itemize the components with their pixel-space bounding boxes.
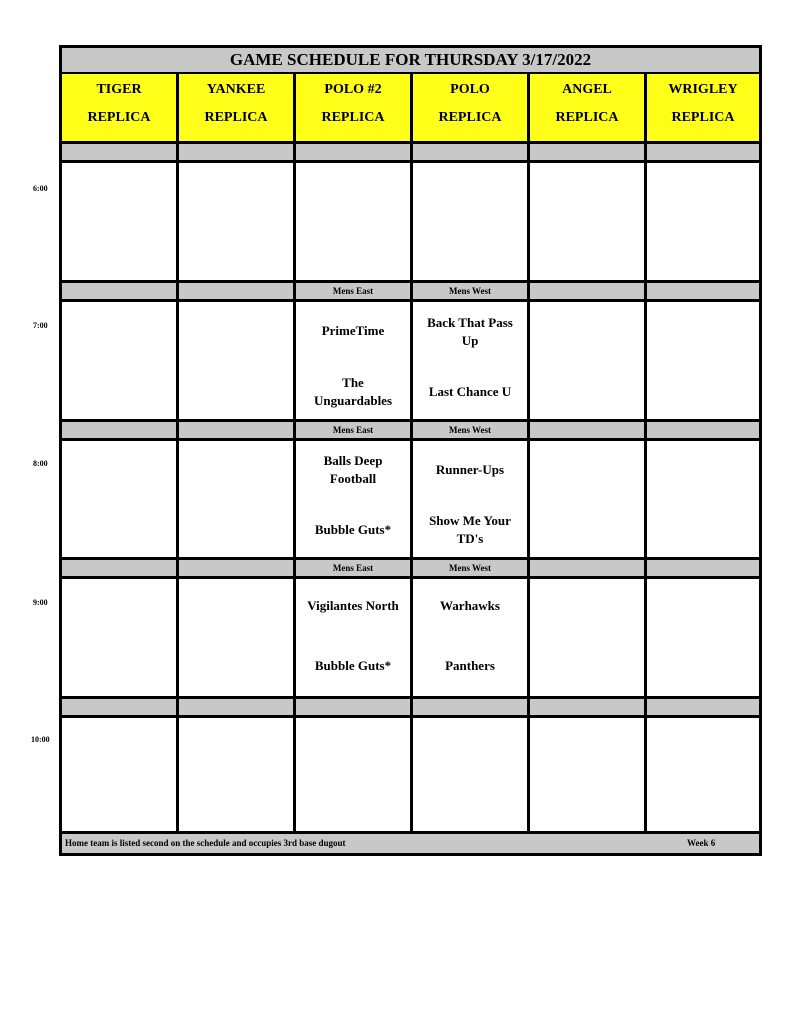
division-cell bbox=[413, 699, 530, 715]
division-cell bbox=[179, 144, 296, 160]
division-row bbox=[62, 699, 759, 718]
division-label: Mens West bbox=[413, 422, 530, 438]
schedule-title: GAME SCHEDULE FOR THURSDAY 3/17/2022 bbox=[62, 48, 759, 74]
field-name: ANGEL bbox=[562, 82, 612, 97]
home-team: Bubble Guts* bbox=[314, 522, 392, 537]
home-team: Bubble Guts* bbox=[314, 658, 392, 673]
away-team: PrimeTime bbox=[321, 323, 385, 338]
game-cell bbox=[413, 579, 530, 696]
time-slot-8pm bbox=[62, 441, 759, 560]
division-cell bbox=[413, 144, 530, 160]
field-type: REPLICA bbox=[204, 110, 268, 125]
division-label: Mens East bbox=[296, 422, 413, 438]
game-cell bbox=[296, 163, 413, 280]
away-team-line: Football bbox=[329, 471, 377, 486]
division-cell bbox=[647, 283, 759, 299]
game-cell bbox=[62, 163, 179, 280]
game-cell bbox=[179, 718, 296, 831]
game-cell bbox=[62, 302, 179, 419]
time-label: 10:00 bbox=[31, 735, 50, 744]
time-slot-7pm bbox=[62, 302, 759, 422]
game-cell bbox=[530, 718, 647, 831]
field-header-angel bbox=[530, 74, 647, 141]
game-cell bbox=[530, 163, 647, 280]
home-team: Last Chance U bbox=[428, 384, 512, 399]
game-cell bbox=[62, 718, 179, 831]
game-cell bbox=[647, 441, 759, 557]
division-cell bbox=[296, 699, 413, 715]
schedule-table bbox=[59, 45, 762, 856]
division-cell bbox=[296, 144, 413, 160]
week-label: Week 6 bbox=[687, 838, 716, 848]
game-cell bbox=[647, 163, 759, 280]
game-cell bbox=[296, 441, 413, 557]
field-header-tiger bbox=[62, 74, 179, 141]
game-cell bbox=[62, 441, 179, 557]
division-cell bbox=[530, 283, 647, 299]
division-cell bbox=[62, 283, 179, 299]
field-header-polo2 bbox=[296, 74, 413, 141]
division-cell bbox=[647, 560, 759, 576]
division-cell bbox=[530, 144, 647, 160]
away-team-line: Up bbox=[461, 333, 479, 348]
division-cell bbox=[647, 699, 759, 715]
field-type: REPLICA bbox=[87, 110, 151, 125]
game-cell bbox=[530, 579, 647, 696]
division-cell bbox=[530, 422, 647, 438]
division-label: Mens East bbox=[296, 560, 413, 576]
away-team: Warhawks bbox=[440, 598, 500, 613]
game-cell bbox=[296, 718, 413, 831]
home-team-line: The bbox=[342, 375, 364, 390]
division-row bbox=[62, 144, 759, 163]
time-label: 9:00 bbox=[33, 598, 48, 607]
time-slot-10pm bbox=[62, 718, 759, 834]
field-type: REPLICA bbox=[671, 110, 735, 125]
schedule-footer bbox=[62, 834, 759, 853]
division-cell bbox=[62, 144, 179, 160]
field-name: TIGER bbox=[96, 82, 142, 97]
division-cell bbox=[530, 699, 647, 715]
division-cell bbox=[62, 422, 179, 438]
away-team-line: Balls Deep bbox=[323, 453, 383, 468]
division-row bbox=[62, 560, 759, 579]
division-row bbox=[62, 283, 759, 302]
time-label: 6:00 bbox=[33, 184, 48, 193]
game-cell bbox=[62, 579, 179, 696]
division-cell bbox=[647, 144, 759, 160]
game-cell bbox=[413, 718, 530, 831]
home-team-line: TD's bbox=[456, 531, 484, 546]
game-cell bbox=[179, 163, 296, 280]
field-type: REPLICA bbox=[321, 110, 385, 125]
division-cell bbox=[530, 560, 647, 576]
game-cell bbox=[413, 441, 530, 557]
home-team: Panthers bbox=[445, 658, 495, 673]
game-cell bbox=[296, 579, 413, 696]
division-label: Mens West bbox=[413, 560, 530, 576]
division-cell bbox=[62, 699, 179, 715]
game-cell bbox=[179, 302, 296, 419]
field-name: POLO bbox=[450, 82, 490, 97]
division-cell bbox=[179, 422, 296, 438]
game-cell bbox=[647, 302, 759, 419]
game-cell bbox=[413, 302, 530, 419]
away-team: Vigilantes North bbox=[307, 598, 399, 613]
game-cell bbox=[179, 441, 296, 557]
field-name: POLO #2 bbox=[324, 82, 382, 97]
home-team-line: Show Me Your bbox=[429, 513, 511, 528]
division-cell bbox=[179, 283, 296, 299]
game-cell bbox=[530, 302, 647, 419]
time-label: 8:00 bbox=[33, 459, 48, 468]
game-cell bbox=[296, 302, 413, 419]
field-header-wrigley bbox=[647, 74, 759, 141]
game-cell bbox=[530, 441, 647, 557]
division-label: Mens East bbox=[296, 283, 413, 299]
field-header-row bbox=[62, 74, 759, 144]
division-cell bbox=[62, 560, 179, 576]
game-cell bbox=[647, 579, 759, 696]
home-team-line: Unguardables bbox=[313, 393, 393, 408]
game-cell bbox=[647, 718, 759, 831]
field-header-yankee bbox=[179, 74, 296, 141]
field-type: REPLICA bbox=[555, 110, 619, 125]
game-cell bbox=[413, 163, 530, 280]
home-team-note: Home team is listed second on the schedule and occupies 3rd base dugout bbox=[65, 838, 346, 848]
field-type: REPLICA bbox=[438, 110, 502, 125]
division-cell bbox=[647, 422, 759, 438]
division-row bbox=[62, 422, 759, 441]
division-label: Mens West bbox=[413, 283, 530, 299]
division-cell bbox=[179, 699, 296, 715]
away-team: Runner-Ups bbox=[435, 462, 505, 477]
time-label: 7:00 bbox=[33, 321, 48, 330]
field-name: WRIGLEY bbox=[668, 82, 738, 97]
time-slot-9pm bbox=[62, 579, 759, 699]
division-cell bbox=[179, 560, 296, 576]
away-team-line: Back That Pass bbox=[427, 315, 513, 330]
field-header-polo bbox=[413, 74, 530, 141]
game-cell bbox=[179, 579, 296, 696]
time-slot-6pm bbox=[62, 163, 759, 283]
field-name: YANKEE bbox=[206, 82, 266, 97]
